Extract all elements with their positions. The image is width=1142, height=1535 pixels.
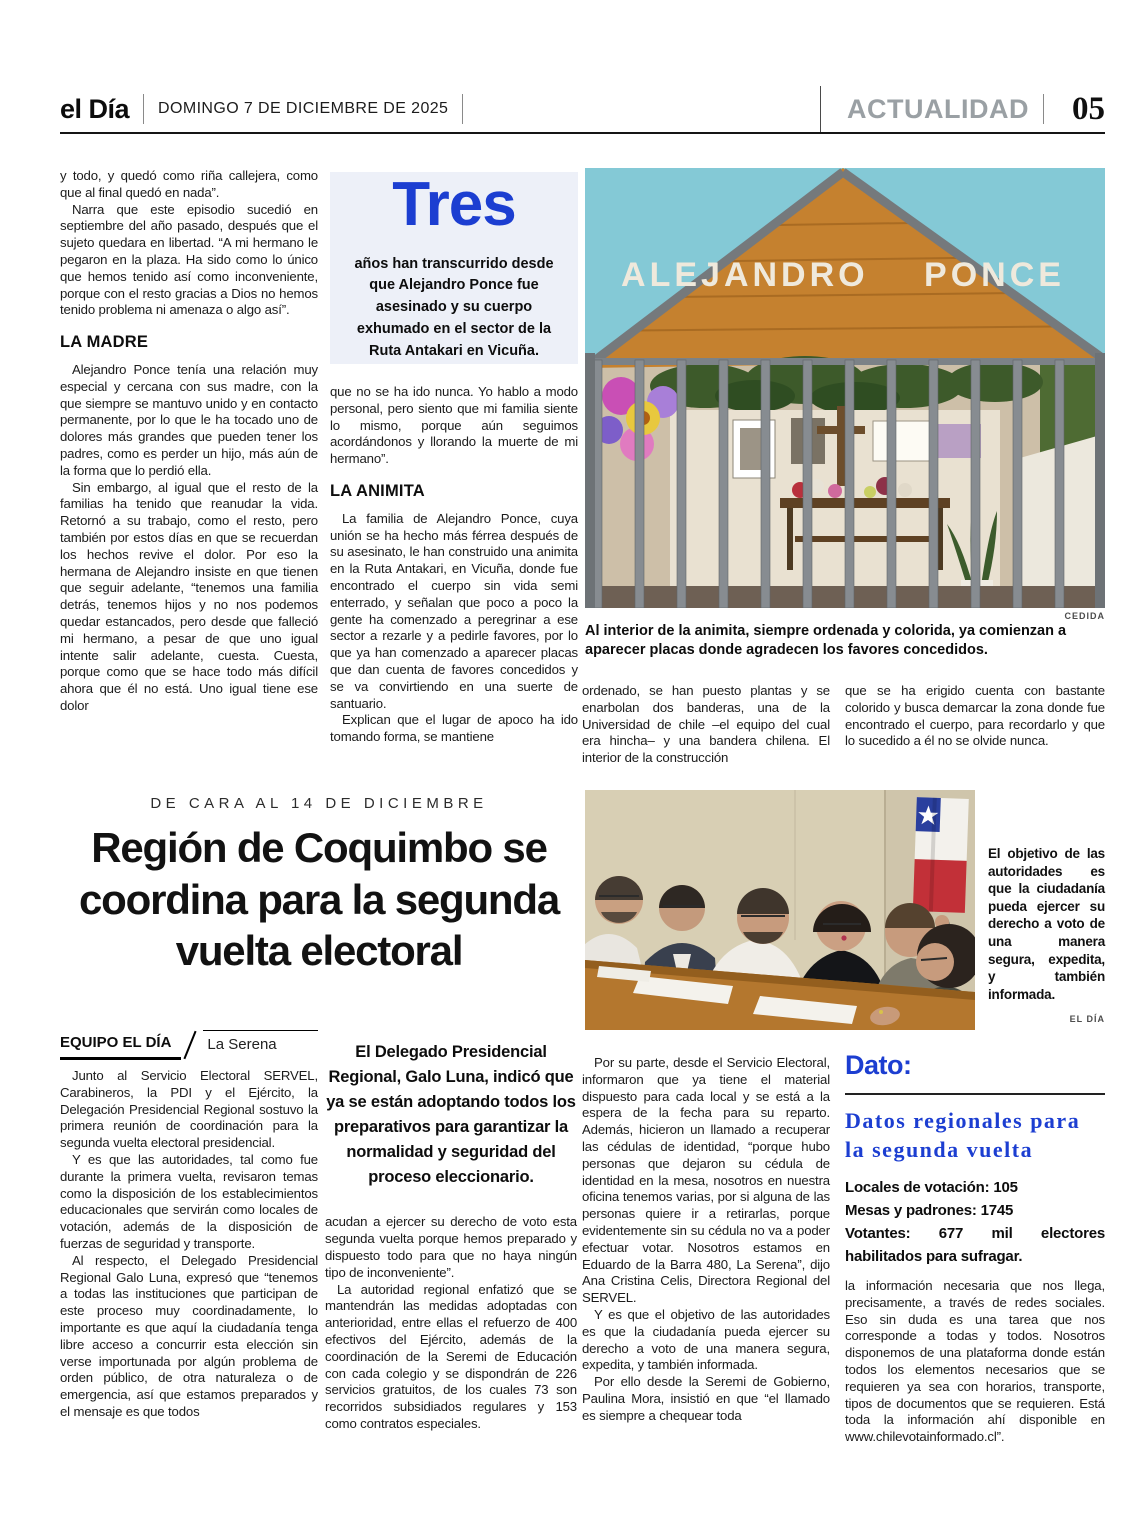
page-header bbox=[60, 86, 1105, 132]
section-block bbox=[820, 86, 1105, 132]
pull-quote-text: años han transcurrido desde que Alejandro Ponce fue asesinado y su cuerpo exhumado en el sector de la Ruta Antakari en Vicuña. bbox=[354, 255, 554, 359]
story2-column-3 bbox=[582, 1055, 830, 1425]
meeting-photo-illustration bbox=[585, 790, 975, 1030]
page-number: 05 bbox=[1072, 90, 1105, 127]
body-paragraph: y todo, y quedó como riña callejera, como que al final quedó en nada”. bbox=[60, 168, 318, 200]
section-name: ACTUALIDAD bbox=[847, 93, 1029, 124]
data-box-line: Votantes: 677 mil electores habilitados para sufragar. bbox=[845, 1225, 1105, 1266]
story1-column-4 bbox=[845, 683, 1105, 750]
body-paragraph: Junto al Servicio Electoral SERVEL, Carabineros, la PDI y el Ejército, la Delegación Presidencial Regional sostuvo la primera reunión de coordinación para la segunda vuelta electoral presidencial. bbox=[60, 1068, 318, 1151]
chilean-flag bbox=[913, 797, 969, 913]
data-box-line: Mesas y padrones: 1745 bbox=[845, 1202, 1014, 1220]
animita-photo bbox=[585, 168, 1105, 608]
story2-column-2 bbox=[325, 1040, 577, 1433]
body-paragraph: Y es que las autoridades, tal como fue durante la primera vuelta, revisaron temas como la disposición de los establecimientos educacionales que servirán como locales de votación, además de la disposición de fuerzas de seguridad y transporte. bbox=[60, 1151, 318, 1251]
byline bbox=[60, 1030, 318, 1060]
body-paragraph: que no se ha ido nunca. Yo hablo a modo personal, pero siento que mi familia siente lo mismo, porque aún seguimos acordándonos y llorando la muerte de mi hermano”. bbox=[330, 384, 578, 467]
shrine-name-sign: ALEJANDRO PONCE bbox=[621, 256, 1065, 294]
pull-quote-number: Tres bbox=[392, 169, 516, 239]
data-box-label: Dato: bbox=[845, 1050, 912, 1080]
body-paragraph: La familia de Alejandro Ponce, cuya unión se ha hecho más férrea después de su asesinato, le han construido una animita en la Ruta Antakari, en Vicuña, donde fue encontrado el cuerpo sin vida semi enterrado, y señalan que poco a poco la gente ha comenzado a peregrinar a ese sector a rezarle y a pedirle favores, por lo que ya han comenzado a aparecer placas que dan cuenta de favores concedidos y se va convirtiendo en una suerte de santuario. bbox=[330, 510, 578, 711]
body-paragraph: Por ello desde la Seremi de Gobierno, Paulina Mora, insistió en que “el llamado es siempre a chequear toda bbox=[582, 1374, 830, 1423]
data-box bbox=[845, 1050, 1105, 1268]
story1-column-1 bbox=[60, 168, 318, 715]
body-paragraph: Narra que este episodio sucedió en septiembre del año pasado, después que el sujeto quedara en libertad. “A mi hermano le pegaron en la plaza. Ha sido como lo único que hemos tenido así como inconveniente, porque con el resto gracias a Dios no hemos tenido problema ni amenaza o algo así”. bbox=[60, 201, 318, 318]
body-paragraph: Sin embargo, al igual que el resto de la familias ha tenido que reanudar la vida. Retornó a su trabajo, como el resto, pero también por estos días en que se recuerdan los hechos revive el dolor. Por eso la hermana de Alejandro insiste en que tienen que seguir adelante, “tenemos una familia detrás, tenemos hijos y no nos podemos quedar estancados, pero desde que falleció mi hermano, a pesar de que uno igual intente salir adelante, cuesta. Cuesta, porque como que se hace todo más difícil ahora que él no está. Uno igual tiene ese dolor bbox=[60, 479, 318, 713]
body-paragraph: ordenado, se han puesto plantas y se enarbolan dos banderas, una de la Universidad de chile –el equipo del cual era hincha– y una bandera chilena. El interior de la construcción bbox=[582, 683, 830, 766]
byline-place: La Serena bbox=[203, 1030, 318, 1060]
headline: Región de Coquimbo se coordina para la segunda vuelta electoral bbox=[79, 824, 559, 975]
edition-date: DOMINGO 7 DE DICIEMBRE DE 2025 bbox=[158, 100, 449, 117]
story1-column-2 bbox=[330, 384, 578, 746]
byline-slash bbox=[184, 1031, 197, 1060]
subhead-la-animita: LA ANIMITA bbox=[330, 481, 425, 500]
header-divider bbox=[143, 94, 144, 124]
animita-photo-illustration bbox=[585, 168, 1105, 608]
body-paragraph: Por su parte, desde el Servicio Electoral, informaron que ya tiene el material dispuesto para cada local y se está a la espera de la fecha para su reparto. Además, hicieron un llamado a recuperar las cédulas de identidad, “porque hubo personas que dejaron su cédula de identidad en la mesa, nosotros en nuestra oficina tenemos varias, por si alguna de las personas quiere ir a retirarlas, porque evidentemente sin su cédula no va a poder efectuar votar. Nosotros estamos en Eduardo de la Barra 480, La Serena”, dijo Ana Cristina Celis, Directora Regional del SERVEL. bbox=[582, 1055, 830, 1306]
body-paragraph: Alejandro Ponce tenía una relación muy especial y cercana con sus madre, con la que siempre se mantuvo unido y en contacto permanente, por lo que le ha tocado uno de dolores más grandes que pueden tener los padres, como es perder un hijo, más aún de la forma que lo perdió ella. bbox=[60, 361, 318, 478]
byline-author: EQUIPO EL DÍA bbox=[60, 1030, 181, 1060]
header-divider bbox=[462, 94, 463, 124]
photo2-side-caption bbox=[988, 845, 1105, 1029]
newspaper-logo: el Día bbox=[60, 93, 130, 124]
body-paragraph: La autoridad regional enfatizó que se mantendrán las medidas adoptadas con anterioridad, entre ellas el refuerzo de 400 efectivos del Ejército, además de la coordinación de la Seremi de Educación con cada colegio y se dispondrán de 226 servicios gratuitos, de los cuales 73 son recorridos subsidiados regulares y 153 como contratos especiales. bbox=[325, 1281, 577, 1432]
data-box-rule bbox=[845, 1093, 1105, 1095]
data-box-title: Datos regionales para la segunda vuelta bbox=[845, 1108, 1081, 1162]
body-paragraph: la información necesaria que nos llega, precisamente, a través de redes sociales. Eso sin duda es una tarea que nos corresponde a todas y todos. Nosotros disponemos de una plataforma donde están todos los elementos necesarios que se requieren ya sea con horarios, transporte, tipos de documentos que se requieren. Está toda la información ahí disponible en www.chilevotainformado.cl”. bbox=[845, 1278, 1105, 1445]
kicker: DE CARA AL 14 DE DICIEMBRE bbox=[150, 795, 488, 812]
data-box-line: Locales de votación: 105 bbox=[845, 1179, 1018, 1197]
story2-column-1 bbox=[60, 1068, 318, 1421]
subhead-la-madre: LA MADRE bbox=[60, 333, 149, 352]
body-paragraph: Al respecto, el Delegado Presidencial Regional Galo Luna, expresó que “tenemos a todas las instituciones que participan de este proceso muy coordinadamente, lo importante es que aquí la ciudadanía tenga libre acceso a concurrir esta elección sin verse importunada por algún problema de orden público, de otra naturaleza o de emergencia, así que estamos preparados y el mensaje es que todos bbox=[60, 1252, 318, 1419]
story2-column-4 bbox=[845, 1278, 1105, 1446]
standfirst: El Delegado Presidencial Regional, Galo Luna, indicó que ya se están adoptando todos los preparativos para garantizar la normalidad y seguridad del proceso eleccionario. bbox=[326, 1043, 576, 1187]
body-paragraph: Explican que el lugar de apoco ha ido tomando forma, se mantiene bbox=[330, 712, 578, 745]
meeting-photo bbox=[585, 790, 975, 1030]
photo-caption: Al interior de la animita, siempre ordenada y colorida, ya comienzan a aparecer placas donde agradecen los favores concedidos. bbox=[585, 623, 1067, 659]
photo-credit: CEDIDA bbox=[1064, 611, 1105, 621]
photo-caption: El objetivo de las autoridades es que la ciudadanía pueda ejercer su derecho a voto de una manera segura, expedita, y también informada. bbox=[988, 846, 1105, 1002]
body-paragraph: que se ha erigido cuenta con bastante colorido y busca demarcar la zona donde fue encontrado el cuerpo, para recordarlo y que lo sucedido a él no se olvide nunca. bbox=[845, 683, 1105, 749]
story1-column-3 bbox=[582, 683, 830, 767]
body-paragraph: acudan a ejercer su derecho de voto esta segunda vuelta porque hemos preparado y dispuesto todo para que no haya ningún tipo de inconveniente”. bbox=[325, 1214, 577, 1280]
body-paragraph: Y es que el objetivo de las autoridades es que la ciudadanía pueda ejercer su derecho a voto de una manera segura, expedita, y también informada. bbox=[582, 1306, 830, 1373]
header-divider bbox=[1043, 94, 1044, 124]
photo-credit: EL DÍA bbox=[1069, 1014, 1105, 1025]
header-rule bbox=[60, 132, 1105, 134]
pull-quote-box bbox=[330, 169, 578, 364]
